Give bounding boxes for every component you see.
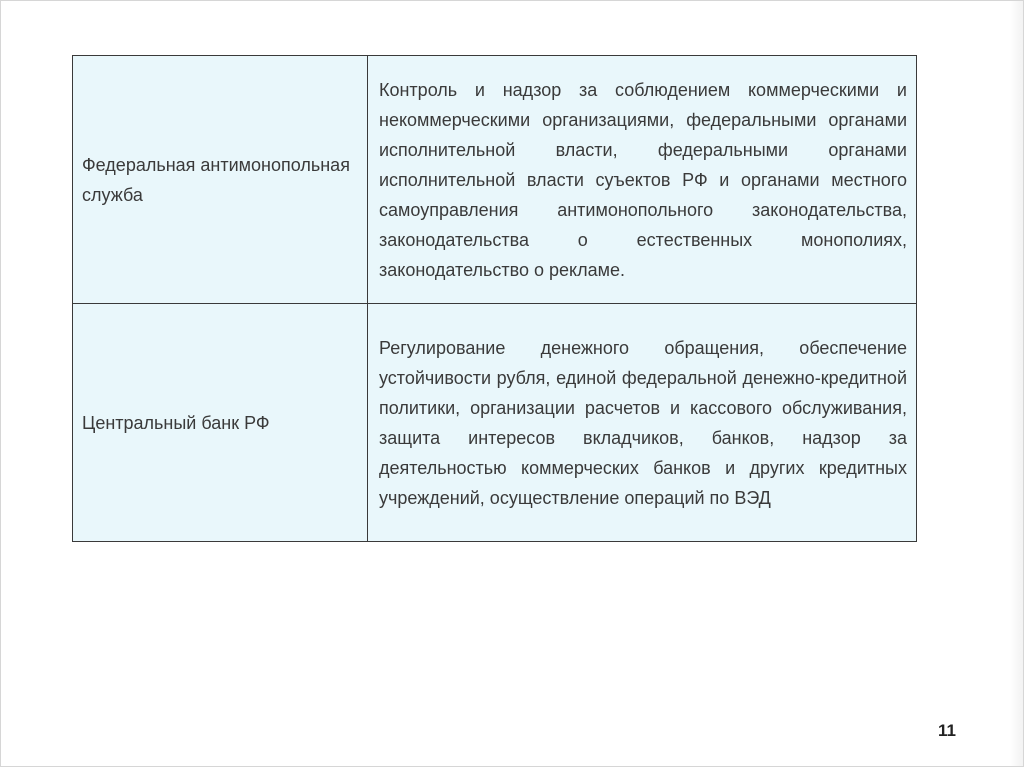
function-cell: Контроль и надзор за соблюдением коммерческими и некоммерческими организациями, федеральными органами исполнительной власти, федеральными органами исполнительной власти суъектов РФ и органами местного самоуправления антимонопольного законодательства, законодательства о естественных монополиях, законодательство о рекламе. [368,56,917,304]
regulators-table [72,55,917,542]
organization-cell: Федеральная антимонопольная служба [73,56,368,304]
function-cell: Регулирование денежного обращения, обеспечение устойчивости рубля, единой федеральной денежно-кредитной политики, организации расчетов и кассового обслуживания, защита интересов вкладчиков, банков, надзор за деятельностью коммерческих банков и других кредитных учреждений, осуществление операций по ВЭД [368,304,917,542]
table-row [73,56,917,304]
table-row [73,304,917,542]
page-number: 11 [938,721,956,740]
organization-cell: Центральный банк РФ [73,304,368,542]
